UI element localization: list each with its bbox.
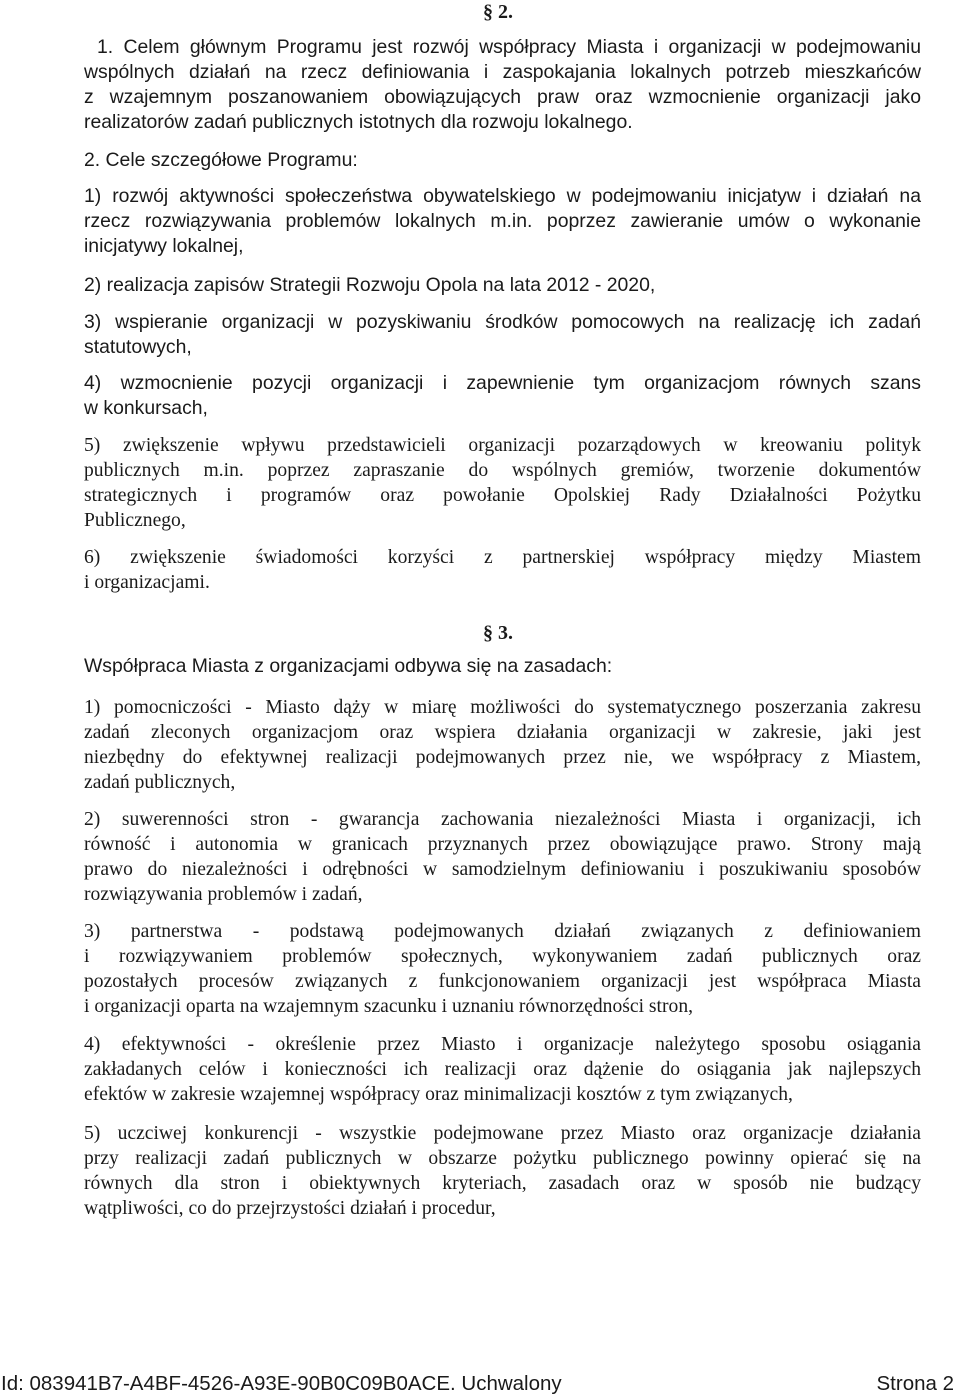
- principle-item-2: [84, 807, 921, 907]
- list-item-line: wątpliwości, co do przejrzystości działań i procedur,: [84, 1198, 496, 1219]
- list-item-line: prawo do niezależności i odrębności w samodzielnym definiowaniu i poszukiwaniu sposobów: [84, 859, 921, 880]
- principle-item-1: [84, 695, 921, 795]
- list-item-line: i rozwiązywaniem problemów społecznych, wykonywaniem zadań publicznych oraz: [84, 946, 921, 967]
- list-item-line: 2) realizacja zapisów Strategii Rozwoju Opola na lata 2012 - 2020,: [84, 274, 656, 296]
- list-item-line: 3) wspieranie organizacji w pozyskiwaniu środków pomocowych na realizację ich zadań: [84, 311, 921, 333]
- paragraph-line: realizatorów zadań publicznych istotnych dla rozwoju lokalnego.: [84, 111, 633, 133]
- list-item-line: zadań publicznych,: [84, 772, 236, 793]
- goal-item-2: [84, 273, 921, 298]
- list-item-line: 6) zwiększenie świadomości korzyści z partnerskiej współpracy między Miastem: [84, 547, 921, 568]
- paragraph-line: 1. Celem głównym Programu jest rozwój współpracy Miasta i organizacji w podejmowaniu: [97, 36, 921, 58]
- goal-item-3: [84, 310, 921, 360]
- list-item-line: 2) suwerenności stron - gwarancja zachowania niezależności Miasta i organizacji, ich: [84, 809, 921, 830]
- list-item-line: zakładanych celów i konieczności ich realizacji oraz dążenie do osiągania jak najlepszych: [84, 1059, 921, 1080]
- list-item-line: Publicznego,: [84, 510, 186, 531]
- goal-item-5: [84, 433, 921, 533]
- section-2-heading: § 2.: [483, 1, 513, 23]
- list-item-line: niezbędny do efektywnej realizacji podejmowanych przez nie, we współpracy z Miastem,: [84, 747, 921, 768]
- list-item-line: efektów w zakresie wzajemnej współpracy oraz minimalizacji kosztów z tym związanych,: [84, 1084, 793, 1105]
- list-item-line: 1) rozwój aktywności społeczeństwa obywatelskiego w podejmowaniu inicjatyw i działań na: [84, 185, 921, 207]
- goal-item-6: [84, 545, 921, 595]
- goals-heading-text: 2. Cele szczegółowe Programu:: [84, 149, 358, 171]
- list-item-line: zadań zleconych organizacjom oraz wspiera działania organizacji w zakresie, jaki jest: [84, 722, 921, 743]
- list-item-line: strategicznych i programów oraz powołanie Opolskiej Rady Działalności Pożytku: [84, 485, 921, 506]
- principle-item-3: [84, 919, 921, 1019]
- list-item-line: 3) partnerstwa - podstawą podejmowanych działań związanych z definiowaniem: [84, 921, 921, 942]
- list-item-line: i organizacji oparta na wzajemnym szacunku i uznaniu równorzędności stron,: [84, 996, 694, 1017]
- list-item-line: publicznych m.in. poprzez zapraszanie do wspólnych gremiów, tworzenie dokumentów: [84, 460, 921, 481]
- list-item-line: rzecz rozwiązywania problemów lokalnych m.in. poprzez zawieranie umów o wykonanie: [84, 210, 921, 232]
- list-item-line: inicjatywy lokalnej,: [84, 235, 244, 257]
- list-item-line: rozwiązywania problemów i zadań,: [84, 884, 363, 905]
- principle-item-5: [84, 1121, 921, 1221]
- intro-text: Współpraca Miasta z organizacjami odbywa się na zasadach:: [84, 655, 613, 677]
- section-3-heading: § 3.: [483, 622, 513, 644]
- list-item-line: równość i autonomia w granicach przyznanych przez obowiązujące prawo. Strony mają: [84, 834, 921, 855]
- goals-heading: [84, 148, 921, 173]
- list-item-line: w konkursach,: [84, 397, 208, 419]
- page-footer: [0, 1371, 960, 1396]
- list-item-line: 5) zwiększenie wpływu przedstawicieli organizacji pozarządowych w kreowaniu polityk: [84, 435, 921, 456]
- paragraph-line: z wzajemnym poszanowaniem obowiązujących praw oraz wzmocnienie organizacji jako: [84, 86, 921, 108]
- document-id: Id: 083941B7-A4BF-4526-A93E-90B0C09B0ACE. Uchwalony: [1, 1372, 562, 1395]
- list-item-line: 5) uczciwej konkurencji - wszystkie podejmowane przez Miasto oraz organizacje działania: [84, 1123, 921, 1144]
- list-item-line: przy realizacji zadań publicznych w obszarze pożytku publicznego powinny opierać się na: [84, 1148, 921, 1169]
- list-item-line: pozostałych procesów związanych z funkcjonowaniem organizacji jest współpraca Miasta: [84, 971, 921, 992]
- principle-item-4: [84, 1032, 921, 1107]
- section-3-intro: [84, 654, 921, 679]
- paragraph-line: wspólnych działań na rzecz definiowania i zaspokajania lokalnych potrzeb mieszkańców: [84, 61, 921, 83]
- list-item-line: 4) efektywności - określenie przez Miasto i organizacje należytego sposobu osiągania: [84, 1034, 921, 1055]
- section-2-paragraph-1: [84, 35, 921, 135]
- list-item-line: 1) pomocniczości - Miasto dąży w miarę możliwości do systematycznego poszerzania zakresu: [84, 697, 921, 718]
- goal-item-1: [84, 184, 921, 259]
- goal-item-4: [84, 371, 921, 421]
- list-item-line: 4) wzmocnienie pozycji organizacji i zapewnienie tym organizacjom równych szans: [84, 372, 921, 394]
- list-item-line: równych dla stron i obiektywnych kryteriach, zasadach oraz w sposób nie budzący: [84, 1173, 921, 1194]
- list-item-line: statutowych,: [84, 336, 192, 358]
- list-item-line: i organizacjami.: [84, 572, 210, 593]
- page-number: Strona 2: [876, 1372, 954, 1395]
